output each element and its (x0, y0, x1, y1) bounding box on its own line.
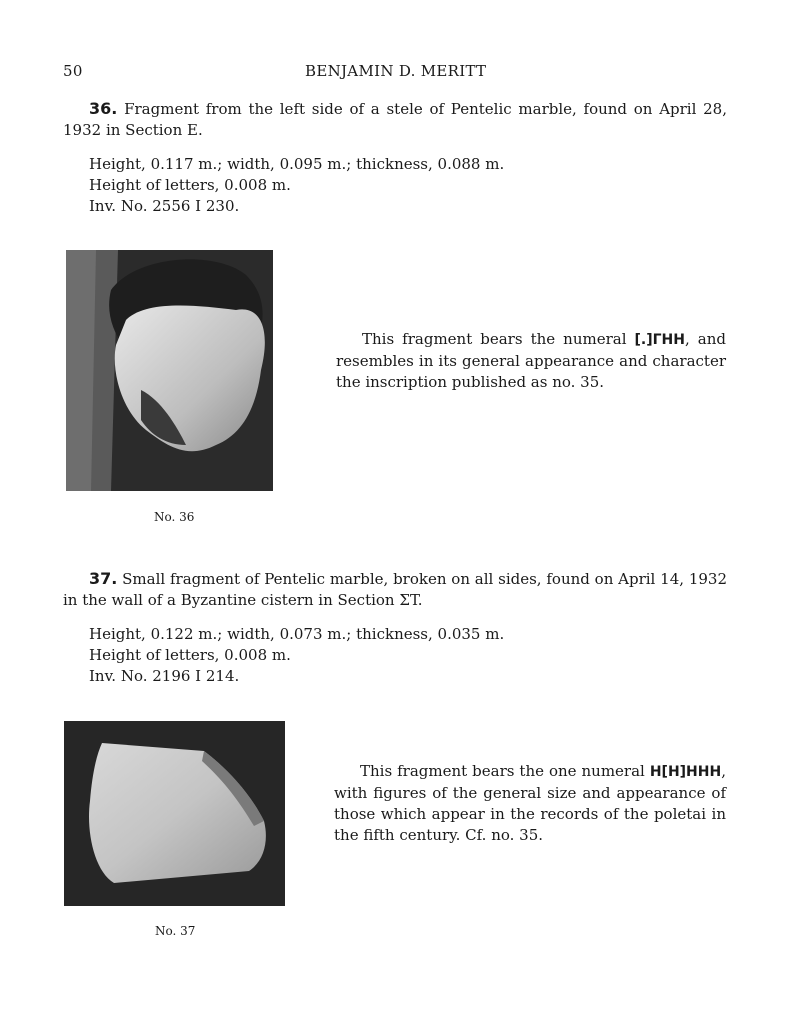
description-text: , with figures of the general size and appearance of those which appear in the records of the poletai in the fifth century. Cf. no. 35. (334, 762, 726, 844)
photo-fragment-37 (64, 721, 285, 906)
description-text: This fragment bears the one numeral (360, 762, 650, 780)
description-text: , and resembles in its general appearance and character the inscription published as no. 35. (336, 330, 726, 391)
entry-36-description (336, 329, 726, 393)
dimensions-line: Height, 0.117 m.; width, 0.095 m.; thickness, 0.088 m. (89, 155, 505, 173)
photo-caption-37: No. 37 (155, 924, 196, 938)
numeral-37: H[H]HHH (649, 764, 722, 780)
photo-fragment-36 (66, 250, 273, 491)
numeral-36: [.]ΓHH (634, 332, 685, 348)
entry-37-intro (63, 568, 727, 611)
letter-height-line: Height of letters, 0.008 m. (89, 646, 291, 664)
letter-height-line: Height of letters, 0.008 m. (89, 176, 291, 194)
entry-36-intro (63, 98, 727, 141)
page-number: 50 (63, 62, 83, 80)
entry-intro-text: Small fragment of Pentelic marble, broken on all sides, found on April 14, 1932 in the wall of a Byzantine cistern in Section ΣT. (63, 570, 727, 609)
running-head: BENJAMIN D. MERITT (305, 62, 487, 80)
photo-caption-36: No. 36 (154, 510, 195, 524)
dimensions-line: Height, 0.122 m.; width, 0.073 m.; thickness, 0.035 m. (89, 625, 505, 643)
entry-number: 37. (89, 569, 118, 588)
entry-intro-text: Fragment from the left side of a stele of Pentelic marble, found on April 28, 1932 in Section E. (63, 100, 727, 139)
description-text: This fragment bears the numeral (362, 330, 635, 348)
entry-37-description (334, 761, 726, 846)
entry-37-measurements (89, 624, 504, 687)
entry-number: 36. (89, 99, 118, 118)
inventory-line: Inv. No. 2556 I 230. (89, 197, 240, 215)
entry-36-measurements (89, 154, 504, 217)
inventory-line: Inv. No. 2196 I 214. (89, 667, 240, 685)
